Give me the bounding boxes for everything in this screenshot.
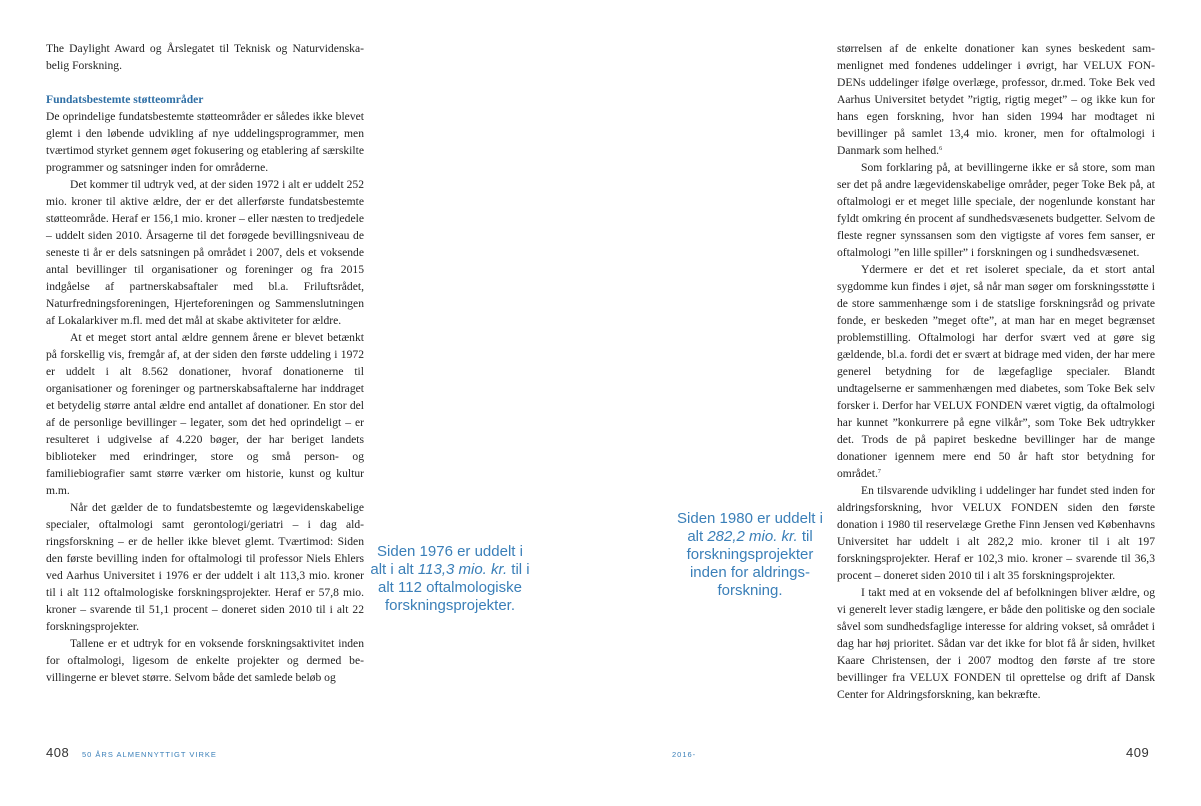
body-paragraph: Det kommer til udtryk ved, at der siden 1972 i alt er uddelt 252 mio. kroner til aktive ældre, der er det allerførste fundatsbestemte støtteområde. Heraf er 156,1 mio. kroner – eller næsten to tredjedele – uddelt siden 2010. Årsagerne til det forøgede bevillingsniveau de seneste ti år er dels satsningen på området i 2007, dels et voksende antal bevillinger til organisationer og foreninger og fra 2015 indgåelse af partnerskabsaftaler med bl.a. Friluftsrådet, Naturfredningsforeningen, Hjerteforeningen og Sammenslutningen af Lokalarkiver m.fl. med det mål at skabe aktiviteter for ældre.	[46, 178, 364, 327]
pull-quote-amount: 282,2 mio. kr.	[707, 528, 798, 545]
pull-quote-text: til forskningsprojekter inden for aldringsforskning.	[686, 528, 814, 599]
right-text-column	[837, 40, 1155, 703]
pull-quote-text: Siden 1976 er uddelt i alt i alt	[370, 543, 523, 578]
pull-quote-amount: 113,3 mio. kr.	[417, 561, 508, 578]
intro-paragraph: The Daylight Award og Årslegatet til Teknisk og Naturvidenskabelig Forskning.	[46, 42, 364, 72]
running-title: 50 ÅRS ALMENNYTTIGT VIRKE	[82, 750, 217, 759]
paragraph-text: Ydermere er det et ret isoleret speciale, da et stort antal sygdomme kun findes i øjet, så når man søger om forskningsstøtte i de store sammenhænge som i de statslige forskningsråd og private fonde, er beskeden ”meget ofte”, at man har en meget begrænset problemstilling. Oftalmologi har derfor svært ved at gøre sig gældende, bl.a. fordi det er svært at bidrage med viden, der har mere generel betydning for de lægefaglige specialer. Blandt undtagelserne er sammenhængen med diabetes, som Toke Bek selv forsker i. Derfor har VELUX FONDEN været vigtig, da oftalmologi har kunnet ”konkurrere på egne vilkår”, som Toke Bek udtrykker det. Trods de på papiret beskedne bevillinger har de mange donationer igennem mere end 50 år haft stor betydning for området.	[837, 263, 1155, 480]
body-paragraph: Som forklaring på, at bevillingerne ikke er så store, som man ser det på andre lægevidenskabelige områder, peger Toke Bek på, at oftalmologi er et meget lille speciale, der nogenlunde konstant har fyldt omkring én procent af sundhedsvæsenets budgetter. Selvom de fleste regner synssansen som den vigtigste af vores fem sanser, er oftalmologi ”en lille spiller” i forskningen og i sundhedsvæsenet.	[837, 161, 1155, 259]
footnote-marker: 6	[939, 146, 943, 152]
body-paragraph: De oprindelige fundatsbestemte støtteområder er således ikke blevet glemt i den løbende udvikling af nye uddelingsprogrammer, men tværtimod styrket gennem øget fokusering og etablering af særskilte programmer og satsninger inden for områderne.	[46, 110, 364, 174]
body-paragraph: At et meget stort antal ældre gennem årene er blevet betænkt på forskellig vis, fremgår af, at der siden den første uddeling i 1972 er uddelt i alt 8.562 donationer, hvoraf donationerne til organisationer og foreninger og partnerskabsaftalerne har inddraget et betydelig større antal ældre end antallet af donationer. En stor del af de personlige bevillinger – legater, som det hed oprindeligt – er resulteret i udgivelse af 4.220 bøger, der har beriget landets biblioteker med erindringer, store og små person- og familiebiografier samt større værker om historie, kunst og kultur m.m.	[46, 331, 364, 497]
body-paragraph	[837, 40, 1155, 159]
body-paragraph: I takt med at en voksende del af befolkningen bliver ældre, og vi generelt lever stadig længere, er både den politiske og den sociale såvel som sundhedsfaglige interesse for aldring vokset, så området i dag har høj prioritet. Sådan var det ikke for blot få år siden, hvilket Kaare Christensen, der i 2007 modtog den første af tre store bevillinger fra VELUX FONDEN til oprettelse og drift af Dansk Center for Aldringsforskning, kan bekræfte.	[837, 586, 1155, 701]
paragraph-text: størrelsen af de enkelte donationer kan synes beskedent sammenlignet med fondenes uddelinger i øvrigt, har VELUX FONDENs uddelinger ifølge overlæge, professor, dr.med. Toke Bek ved Aarhus Universitet betydet ”rigtig, rigtig meget” – og ikke kun for hans egen forskning, hvor han siden 1994 har modtaget ni bevillinger på samlet 13,4 mio. kroner, men for oftalmologi i Danmark som helhed.	[837, 42, 1155, 157]
body-paragraph: Tallene er et udtryk for en voksende forskningsaktivitet inden for oftalmologi, ligesom de enkelte projekter og dermed bevillingerne er blevet større. Selvom både det samlede beløb og	[46, 637, 364, 684]
footnote-marker: 7	[877, 469, 881, 475]
pull-quote-text: til i alt 112 oftalmologiske forskningsprojekter.	[378, 561, 530, 614]
body-paragraph	[837, 261, 1155, 482]
section-heading: Fundatsbestemte støtteområder	[46, 93, 204, 106]
left-text-column	[46, 40, 364, 686]
pull-quote-ophthalmology	[368, 543, 532, 615]
pull-quote-text: Siden 1980 er uddelt i alt	[677, 510, 823, 545]
right-page-number: 409	[1126, 745, 1150, 760]
period-label: 2016-	[672, 750, 697, 759]
pull-quote-ageing-research	[672, 510, 828, 600]
body-paragraph: Når det gælder de to fundatsbestemte og lægevidenskabelige specialer, oftalmologi samt gerontologi/geriatri – i dag aldringsforskning – er de heller ikke blevet glemt. Tværtimod: Siden den første bevilling inden for oftalmologi til professor Niels Ehlers ved Aarhus Universitet i 1976 er der uddelt i alt 113,3 mio. kroner til i alt 112 oftalmologiske forskningsprojekter. Heraf er 57,8 mio. kroner – svarende til 51,1 procent – doneret siden 2010 til i alt 22 forskningsprojekter.	[46, 501, 364, 633]
body-paragraph: En tilsvarende udvikling i uddelinger har fundet sted inden for aldringsforskning, hvor VELUX FONDEN siden den første donation i 1980 til reservelæge Grethe Finn Jensen ved Københavns Universitet har uddelt i alt 282,2 mio. kroner til i alt 197 forskningsprojekter. Heraf er 102,3 mio. kroner – svarende til 36,3 procent – doneret siden 2010 til i alt 35 forskningsprojekter.	[837, 484, 1155, 582]
left-page-number: 408	[46, 745, 70, 760]
